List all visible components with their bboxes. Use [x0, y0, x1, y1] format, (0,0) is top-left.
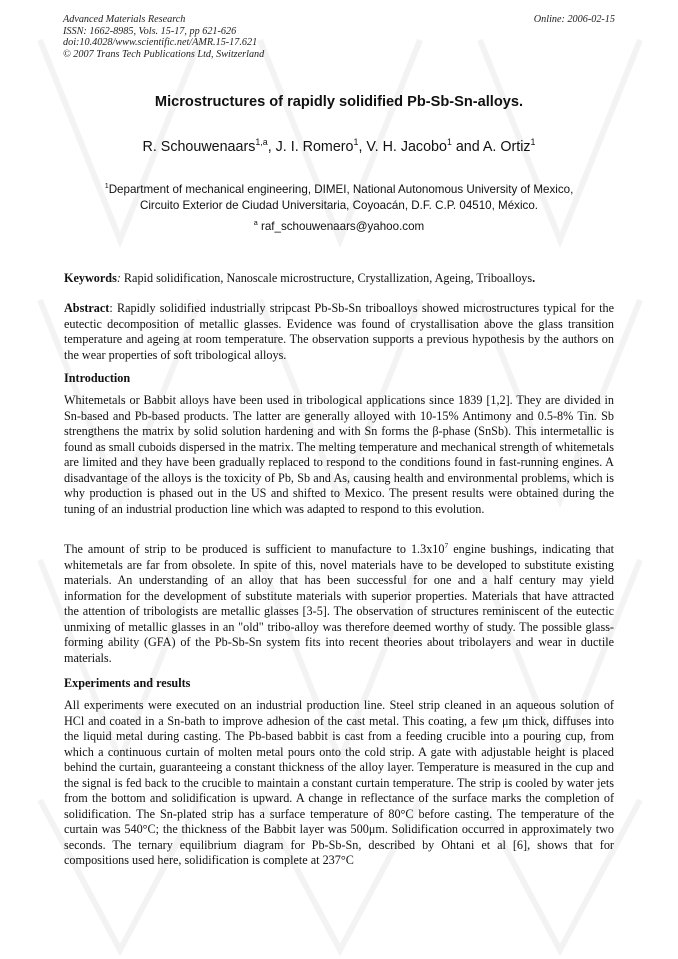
author-affiliation-mark: 1	[353, 137, 359, 148]
paragraph-text: The amount of strip to be produced is sufficient to manufacture to 1.3x10	[64, 542, 445, 556]
section-heading-experiments: Experiments and results	[64, 676, 191, 690]
affiliation-line-1: Department of mechanical engineering, DIMEI, National Autonomous University of Mexico,	[108, 183, 574, 196]
keywords-colon: :	[116, 271, 121, 285]
keywords	[64, 271, 614, 287]
author-name: R. Schouwenaars	[142, 139, 256, 155]
abstract-text: : Rapidly solidified industrially stripcast Pb-Sb-Sn triboalloys showed microstructures typical for the eutectic decomposition of metallic glasses. Evidence was found of crystallisation above the glass transition temperature and ageing at room temperature. The observation supports a previous hypothesis by the authors on the wear properties of soft tribological alloys.	[64, 301, 614, 362]
author-affiliation-mark: 1	[446, 137, 452, 148]
section-heading-introduction: Introduction	[64, 371, 131, 385]
introduction-paragraph-2	[64, 542, 614, 666]
affiliation-line-2: Circuito Exterior de Ciudad Universitaria, Coyoacán, D.F. C.P. 04510, México.	[139, 198, 538, 212]
paragraph-text: engine bushings, indicating that whitemetals are far from obsolete. In spite of this, novel materials have to be developed to substitute existing materials. An understanding of an alloy that has been successful for one and a half century may yield information for the development of substitute materials with superior properties. Materials that have attracted the attention of tribologists are metallic glasses [3-5]. The observation of structures reminiscent of the eutectic unmixing of metallic glasses in an "old" tribo-alloy was therefore deemed worthy of study. The possible glass-forming ability (GFA) of the Pb-Sb-Sn system fits into recent theories about tribolayers and wear in ductile materials.	[64, 542, 614, 665]
keywords-label: Keywords	[64, 271, 117, 285]
copyright-notice: © 2007 Trans Tech Publications Ltd, Switzerland	[63, 48, 265, 60]
email-address: raf_schouwenaars@yahoo.com	[257, 220, 425, 233]
author-affiliation-mark: 1,a	[255, 137, 268, 148]
paper-title: Microstructures of rapidly solidified Pb-Sb-Sn-alloys.	[154, 94, 524, 110]
author-name: , V. H. Jacobo	[358, 139, 447, 155]
author-affiliation-mark: 1	[530, 137, 536, 148]
journal-name: Advanced Materials Research	[63, 14, 186, 25]
author-name: , J. I. Romero	[267, 139, 354, 155]
email-mark: a	[253, 218, 258, 228]
contact-email	[0, 220, 678, 233]
online-date: Online: 2006-02-15	[533, 14, 615, 25]
exponent: 7	[444, 540, 449, 550]
journal-header	[63, 14, 615, 60]
abstract-label: Abstract	[64, 301, 110, 315]
experiments-paragraph-1: All experiments were executed on an industrial production line. Steel strip cleaned in an aqueous solution of HCl and coated in a Sn-bath to improve adhesion of the cast metal. This coating, a few μm thick, diffuses into the liquid metal during casting. The Pb-based babbit is cast from a feeding crucible into a pouring cup, from which a continuous curtain of molten metal pours onto the cold strip. A gate with adjustable height is placed behind the curtain, guaranteeing a constant thickness of the alloy layer. Temperature is measured in the cup and the signal is fed back to the crucible to maintain a constant curtain temperature. The strip is cooled by water jets from the bottom and solidification is upward. A change in reflectance of the surface marks the completion of solidification. The Sn-plated strip has a surface temperature of 80°C before casting. The temperature of the curtain was 540°C; the thickness of the Babbit layer was 500μm. Solidification occurred in approximately two seconds. The ternary equilibrium diagram for Pb-Sb-Sn, described by Ohtani et al [6], shows that for compositions used here, solidification is complete at 237°C	[64, 698, 614, 867]
keywords-text: Rapid solidification, Nanoscale microstructure, Crystallization, Ageing, Triboalloys	[120, 271, 533, 285]
introduction-paragraph-1: Whitemetals or Babbit alloys have been used in tribological applications since 1839 [1,2]. They are divided in Sn-based and Pb-based products. The latter are generally alloyed with 10-15% Antimony and 0.5-8% Tin. Sb strengthens the matrix by solid solution hardening and with Sn forms the β-phase (SnSb). This intermetallic is found as small cuboids dispersed in the matrix. The melting temperature and mechanical strength of whitemetals are limited and they have been gradually replaced to respond to the conditions found in fast-running engines. A disadvantage of the alloys is the toxicity of Pb, Sb and As, causing health and environmental problems, which is why production is phased out in the US and shifted to Mexico. The present results were obtained during the tuning of an industrial production line which was adapted to respond to this evolution.	[64, 393, 614, 516]
abstract	[64, 301, 614, 363]
author-name: and A. Ortiz	[451, 139, 531, 155]
journal-doi: doi:10.4028/www.scientific.net/AMR.15-17.621	[63, 37, 258, 49]
journal-issn: ISSN: 1662-8985, Vols. 15-17, pp 621-626	[63, 25, 237, 37]
author-list	[0, 139, 678, 155]
affiliation	[0, 182, 678, 213]
keywords-period: .	[532, 271, 536, 285]
affiliation-mark: 1	[104, 181, 109, 191]
